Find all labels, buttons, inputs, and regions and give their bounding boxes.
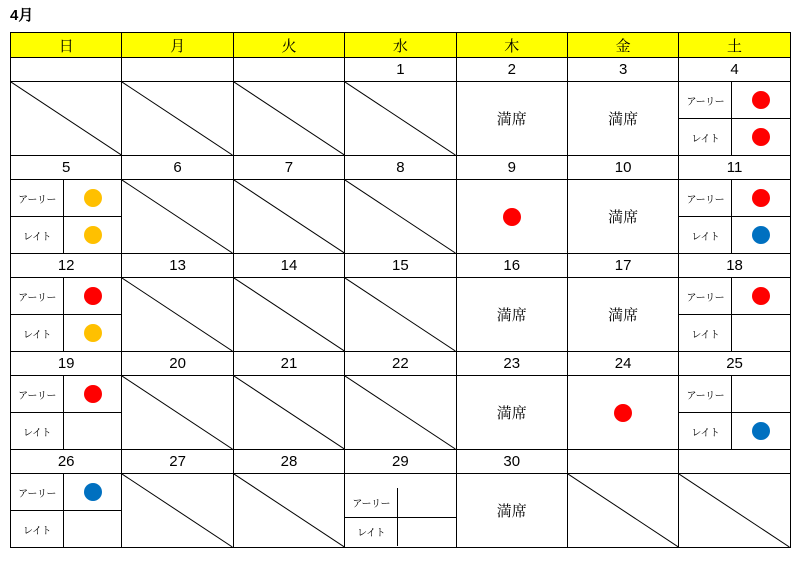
slot-label-late: レイト: [345, 517, 398, 546]
slot-label-late: レイト: [11, 315, 64, 352]
diagonal-slash-icon: [234, 82, 344, 155]
slot-table: [679, 82, 789, 155]
status-dot-red: [752, 189, 770, 207]
day-number-cell: 14: [233, 254, 344, 278]
slot-table: [345, 488, 455, 546]
slot-value-late[interactable]: [64, 413, 122, 450]
day-cell-unavailable: [567, 474, 678, 548]
slot-value-late[interactable]: [732, 217, 790, 254]
slot-value-late[interactable]: [732, 315, 790, 352]
slot-value-late[interactable]: [732, 413, 790, 450]
availability-marker[interactable]: [568, 376, 678, 449]
day-content-row: [11, 278, 791, 352]
status-text: 満席: [496, 503, 527, 520]
day-number-cell: 5: [11, 156, 122, 180]
slot-value-early[interactable]: [64, 474, 122, 511]
day-cell-status: [456, 474, 567, 548]
day-cell-unavailable: [345, 180, 456, 254]
day-number-cell: 22: [345, 352, 456, 376]
slot-label-late: レイト: [11, 217, 64, 254]
slot-label-early: アーリー: [11, 376, 64, 413]
page-title: 4月: [10, 7, 34, 24]
status-text: 満席: [496, 405, 527, 422]
day-number-row: [11, 352, 791, 376]
day-cell-unavailable: [233, 278, 344, 352]
weekday-header-fri: 金: [567, 33, 678, 58]
slot-label-late: レイト: [11, 511, 64, 548]
day-number-cell: 28: [233, 450, 344, 474]
day-cell-status: [456, 376, 567, 450]
slot-row-late: [679, 315, 789, 352]
diagonal-slash-icon: [568, 474, 678, 547]
status-dot-red: [614, 404, 632, 422]
weekday-header-thu: 木: [456, 33, 567, 58]
day-content-row: [11, 474, 791, 548]
status-dot-red: [752, 287, 770, 305]
slot-row-early: [345, 488, 455, 517]
slot-value-late[interactable]: [398, 517, 456, 546]
slot-label-late: レイト: [679, 217, 732, 254]
slot-row-early: [679, 278, 789, 315]
day-number-cell: 1: [345, 58, 456, 82]
slot-row-late: [11, 217, 121, 254]
day-number-cell: 16: [456, 254, 567, 278]
slot-label-late: レイト: [679, 413, 732, 450]
slot-label-early: アーリー: [679, 180, 732, 217]
diagonal-slash-icon: [122, 180, 232, 253]
day-cell-status: [567, 82, 678, 156]
diagonal-slash-icon: [345, 180, 455, 253]
weekday-header-wed: 水: [345, 33, 456, 58]
status-dot-red: [84, 287, 102, 305]
day-number-row: [11, 58, 791, 82]
diagonal-slash-icon: [234, 474, 344, 547]
slot-label-early: アーリー: [679, 376, 732, 413]
slot-value-early[interactable]: [64, 376, 122, 413]
day-cell-availability: [567, 376, 678, 450]
day-cell-status: [456, 82, 567, 156]
day-number-cell: 8: [345, 156, 456, 180]
slot-table-wrapper: [345, 488, 455, 546]
slot-row-late: [11, 315, 121, 352]
slot-label-early: アーリー: [11, 474, 64, 511]
status-dot-blue: [752, 422, 770, 440]
day-number-cell: 19: [11, 352, 122, 376]
status-dot-yellow: [84, 189, 102, 207]
slot-value-early[interactable]: [64, 180, 122, 217]
slot-table: [11, 474, 121, 547]
day-cell-slots: [11, 180, 122, 254]
day-number-cell: 13: [122, 254, 233, 278]
slot-value-late[interactable]: [64, 511, 122, 548]
day-cell-unavailable: [122, 82, 233, 156]
diagonal-slash-icon: [122, 82, 232, 155]
status-dot-red: [752, 91, 770, 109]
day-cell-unavailable: [122, 474, 233, 548]
slot-table: [679, 278, 789, 351]
slot-value-early[interactable]: [732, 278, 790, 315]
day-cell-slots: [679, 82, 790, 156]
diagonal-slash-icon: [234, 278, 344, 351]
day-number-cell: 2: [456, 58, 567, 82]
slot-label-late: レイト: [11, 413, 64, 450]
status-text: 満席: [496, 307, 527, 324]
day-number-cell: [11, 58, 122, 82]
day-number-cell: 20: [122, 352, 233, 376]
day-cell-status: [567, 278, 678, 352]
day-number-cell: [567, 450, 678, 474]
slot-row-late: [11, 511, 121, 548]
diagonal-slash-icon: [11, 82, 121, 155]
slot-label-early: アーリー: [11, 278, 64, 315]
day-cell-unavailable: [345, 82, 456, 156]
diagonal-slash-icon: [122, 474, 232, 547]
slot-value-late[interactable]: [64, 315, 122, 352]
slot-table: [11, 376, 121, 449]
slot-row-late: [345, 517, 455, 546]
day-cell-unavailable: [11, 82, 122, 156]
slot-value-early[interactable]: [732, 82, 790, 119]
day-cell-slots: [679, 180, 790, 254]
day-cell-unavailable: [679, 474, 790, 548]
status-dot-yellow: [84, 226, 102, 244]
day-cell-unavailable: [233, 82, 344, 156]
slot-value-early[interactable]: [732, 376, 790, 413]
day-number-cell: [233, 58, 344, 82]
weekday-header-row: [11, 33, 791, 58]
weekday-header-sun: 日: [11, 33, 122, 58]
status-dot-red: [84, 385, 102, 403]
status-text: 満席: [608, 307, 639, 324]
day-cell-unavailable: [233, 474, 344, 548]
day-cell-unavailable: [233, 180, 344, 254]
day-cell-unavailable: [233, 376, 344, 450]
status-dot-yellow: [84, 324, 102, 342]
slot-row-late: [679, 119, 789, 156]
slot-value-early[interactable]: [64, 278, 122, 315]
diagonal-slash-icon: [122, 376, 232, 449]
slot-row-early: [11, 180, 121, 217]
day-number-cell: 25: [679, 352, 790, 376]
day-number-cell: 24: [567, 352, 678, 376]
slot-row-early: [11, 474, 121, 511]
day-cell-slots: [679, 278, 790, 352]
slot-value-late[interactable]: [732, 119, 790, 156]
status-dot-red: [503, 208, 521, 226]
weekday-header-sat: 土: [679, 33, 790, 58]
slot-row-early: [679, 376, 789, 413]
day-number-cell: 17: [567, 254, 678, 278]
status-text: 満席: [608, 209, 639, 226]
day-number-cell: 3: [567, 58, 678, 82]
day-number-cell: 30: [456, 450, 567, 474]
day-number-cell: 11: [679, 156, 790, 180]
slot-row-late: [679, 217, 789, 254]
slot-row-early: [679, 180, 789, 217]
slot-value-early[interactable]: [398, 488, 456, 517]
slot-label-early: アーリー: [11, 180, 64, 217]
status-text: 満席: [608, 111, 639, 128]
day-number-cell: 29: [345, 450, 456, 474]
availability-marker[interactable]: [457, 180, 567, 253]
slot-row-late: [679, 413, 789, 450]
status-dot-blue: [752, 226, 770, 244]
day-number-cell: 15: [345, 254, 456, 278]
slot-label-early: アーリー: [679, 278, 732, 315]
slot-row-early: [11, 278, 121, 315]
day-cell-slots: [11, 474, 122, 548]
day-number-cell: [679, 450, 790, 474]
status-dot-blue: [84, 483, 102, 501]
day-number-row: [11, 450, 791, 474]
diagonal-slash-icon: [234, 376, 344, 449]
day-cell-unavailable: [122, 180, 233, 254]
day-number-cell: 12: [11, 254, 122, 278]
day-cell-status: [456, 278, 567, 352]
slot-table: [679, 376, 789, 449]
day-cell-unavailable: [345, 278, 456, 352]
slot-row-early: [11, 376, 121, 413]
day-number-cell: 7: [233, 156, 344, 180]
diagonal-slash-icon: [345, 82, 455, 155]
slot-label-late: レイト: [679, 119, 732, 156]
day-number-cell: 4: [679, 58, 790, 82]
slot-row-early: [679, 82, 789, 119]
diagonal-slash-icon: [679, 474, 789, 547]
slot-table: [679, 180, 789, 253]
diagonal-slash-icon: [345, 278, 455, 351]
slot-table: [11, 278, 121, 351]
slot-value-late[interactable]: [64, 217, 122, 254]
day-content-row: [11, 376, 791, 450]
slot-label-late: レイト: [679, 315, 732, 352]
slot-value-early[interactable]: [732, 180, 790, 217]
day-cell-availability: [456, 180, 567, 254]
day-cell-status: [567, 180, 678, 254]
day-cell-slots: [11, 278, 122, 352]
day-number-cell: 26: [11, 450, 122, 474]
day-number-cell: [122, 58, 233, 82]
day-cell-slots: [11, 376, 122, 450]
status-text: 満席: [496, 111, 527, 128]
diagonal-slash-icon: [345, 376, 455, 449]
weekday-header-tue: 火: [233, 33, 344, 58]
day-number-cell: 6: [122, 156, 233, 180]
slot-label-early: アーリー: [679, 82, 732, 119]
day-cell-slots: [345, 474, 456, 548]
diagonal-slash-icon: [122, 278, 232, 351]
slot-row-late: [11, 413, 121, 450]
day-cell-slots: [679, 376, 790, 450]
day-number-cell: 10: [567, 156, 678, 180]
slot-table: [11, 180, 121, 253]
day-cell-unavailable: [345, 376, 456, 450]
calendar-table: [10, 32, 791, 548]
day-content-row: [11, 82, 791, 156]
day-number-cell: 21: [233, 352, 344, 376]
day-cell-unavailable: [122, 278, 233, 352]
day-number-row: [11, 156, 791, 180]
day-number-cell: 18: [679, 254, 790, 278]
slot-label-early: アーリー: [345, 488, 398, 517]
day-content-row: [11, 180, 791, 254]
status-dot-red: [752, 128, 770, 146]
weekday-header-mon: 月: [122, 33, 233, 58]
day-number-cell: 27: [122, 450, 233, 474]
day-cell-unavailable: [122, 376, 233, 450]
day-number-row: [11, 254, 791, 278]
day-number-cell: 23: [456, 352, 567, 376]
diagonal-slash-icon: [234, 180, 344, 253]
day-number-cell: 9: [456, 156, 567, 180]
